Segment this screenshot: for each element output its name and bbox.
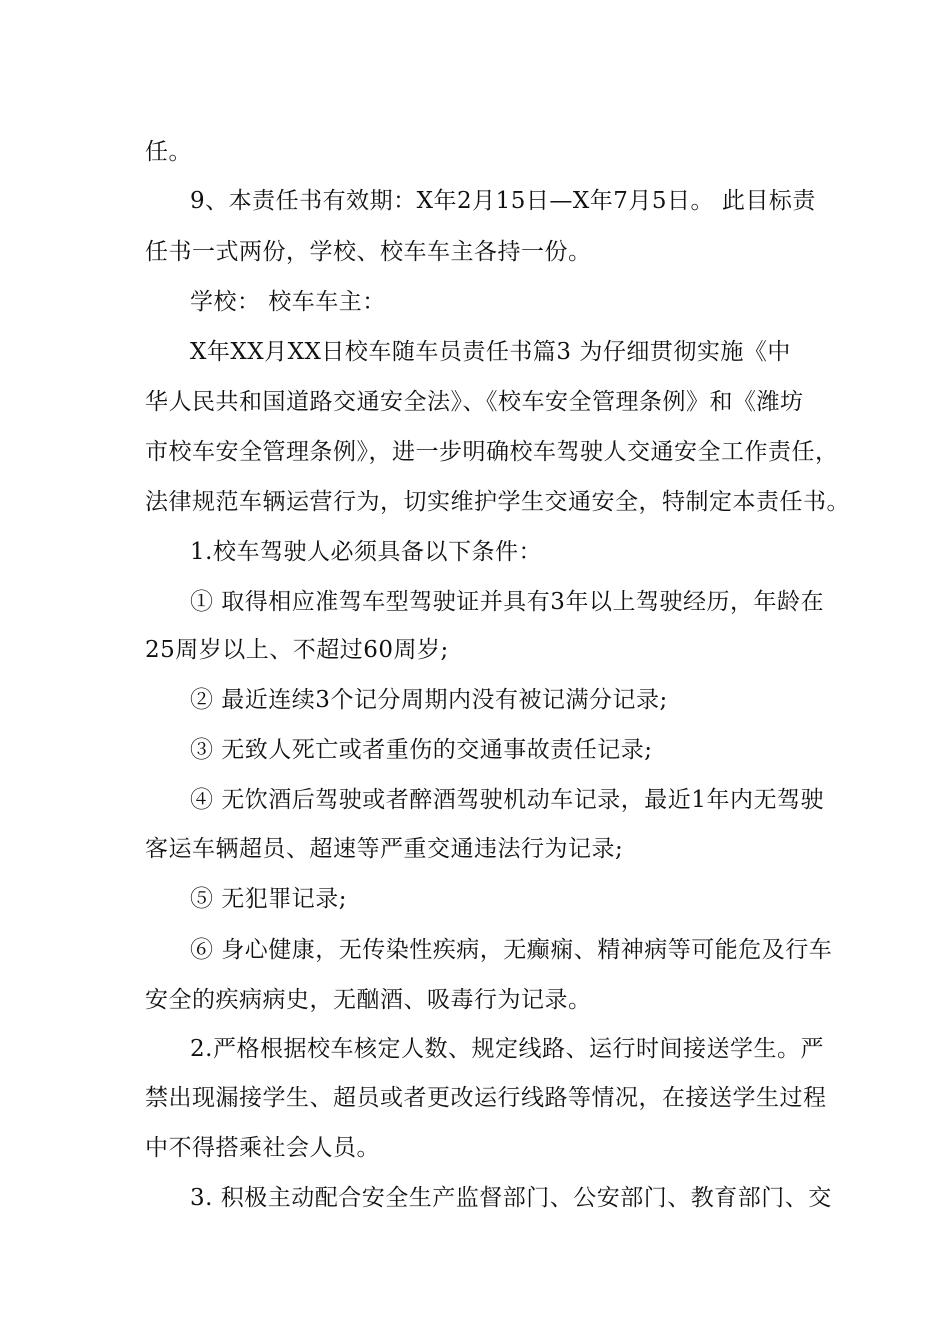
text-line: X年XX月XX日校车随车员责任书篇3 为仔细贯彻实施《中 [190,339,791,365]
text-line: 任。 [145,139,192,165]
text-line: 禁出现漏接学生、超员或者更改运行线路等情况，在接送学生过程 [145,1085,827,1111]
text-line: 法律规范车辆运营行为，切实维护学生交通安全，特制定本责任书。 [145,489,850,515]
text-line: 学校： 校车车主： [190,289,386,315]
text-line: ④ 无饮酒后驾驶或者醉酒驾驶机动车记录，最近1年内无驾驶 [190,787,824,813]
text-line: 25周岁以上、不超过60周岁; [145,637,449,663]
text-line: ⑥ 身心健康，无传染性疾病，无癫痫、精神病等可能危及行车 [190,937,833,963]
text-line: 3. 积极主动配合安全生产监督部门、公安部门、教育部门、交 [190,1185,832,1211]
text-line: 中不得搭乘社会人员。 [145,1135,380,1161]
text-line: 9、本责任书有效期：X年2月15日—X年7月5日。 此目标责 [190,188,816,214]
text-line: ① 取得相应准驾车型驾驶证并具有3年以上驾驶经历，年龄在 [190,589,824,615]
text-line: 2.严格根据校车核定人数、规定线路、运行时间接送学生。严 [190,1036,824,1062]
text-line: 安全的疾病病史，无酗酒、吸毒行为记录。 [145,987,592,1013]
text-line: 华人民共和国道路交通安全法》、《校车安全管理条例》和《潍坊 [145,389,804,415]
text-line: 1.校车驾驶人必须具备以下条件： [190,539,542,565]
text-line: 市校车安全管理条例》，进一步明确校车驾驶人交通安全工作责任， [145,439,839,465]
text-line: ③ 无致人死亡或者重伤的交通事故责任记录; [190,737,653,763]
text-line: 任书一式两份，学校、校车车主各持一份。 [145,239,592,265]
text-line: ② 最近连续3个记分周期内没有被记满分记录; [190,687,668,713]
text-line: ⑤ 无犯罪记录; [190,886,348,912]
text-line: 客运车辆超员、超速等严重交通违法行为记录; [145,836,624,862]
